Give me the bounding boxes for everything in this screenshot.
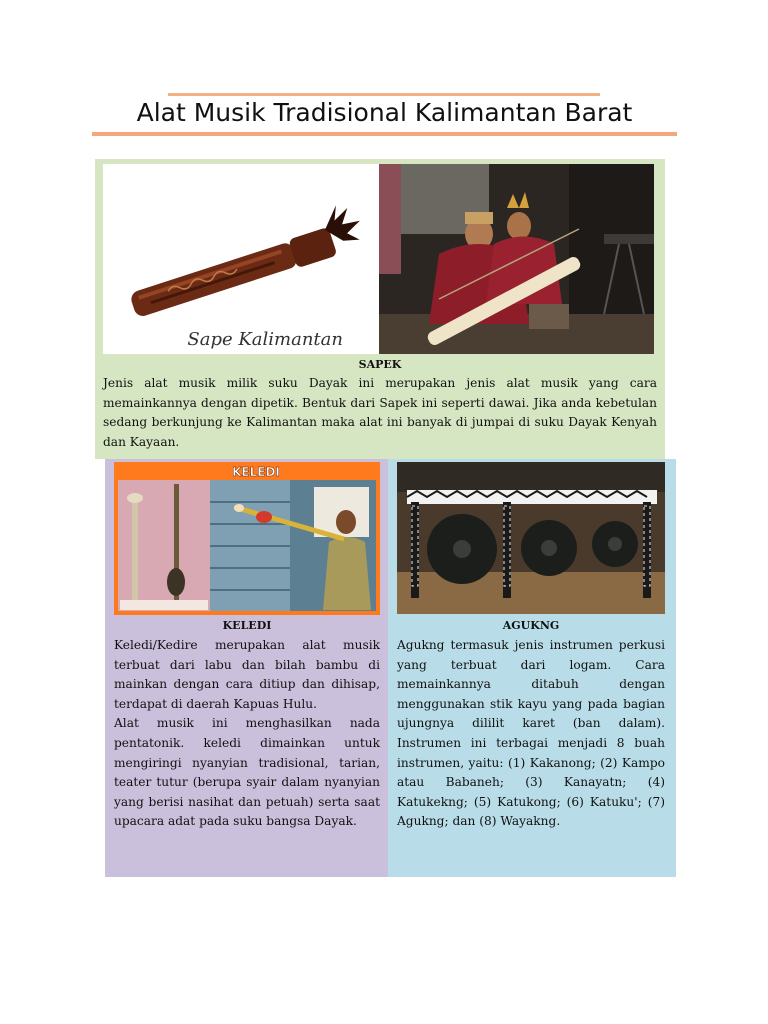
keledi-body xyxy=(114,636,380,832)
sapek-instrument-image xyxy=(103,164,379,354)
keledi-image-label: KELEDI xyxy=(232,465,280,479)
keledi-heading: KELEDI xyxy=(222,619,272,632)
keledi-image xyxy=(114,462,380,615)
agukng-paragraph: Agukng termasuk jenis instrumen perkusi yang terbuat dari logam. Cara memainkannya ditabuh dengan menggunakan stik kayu yang pada bagian ujungnya dililit karet (ban dalam). Instrumen ini terbagai menjadi 8 buah instrumen, yaitu: (1) Kakanong; (2) Kampo atau Babaneh; (3) Kanayatn; (4) Katukekng; (5) Katukong; (6) Katuku'; (7) Agukng; dan (8) Wayakng. xyxy=(397,638,665,829)
title-rule-bottom xyxy=(92,132,677,136)
sapek-heading: SAPEK xyxy=(358,358,402,371)
sapek-paragraph: Jenis alat musik milik suku Dayak ini merupakan jenis alat musik yang cara memainkannya dengan dipetik. Bentuk dari Sapek ini seperti dawai. Jika anda kebetulan sedang berkunjung ke Kalimantan maka alat ini banyak di jumpai di suku Dayak Kenyah dan Kayaan. xyxy=(103,376,657,449)
agukng-heading: AGUKNG xyxy=(502,619,560,632)
sapek-image-caption: Sape Kalimantan xyxy=(187,329,343,350)
page-title: Alat Musik Tradisional Kalimantan Barat xyxy=(136,98,633,127)
sapek-player-photo xyxy=(379,164,654,354)
keledi-paragraph-2: Alat musik ini menghasilkan nada pentatonik. keledi dimainkan untuk mengiringi nyanyian tradisional, tarian, teater tutur (berupa syair dalam nyanyian yang berisi nasihat dan petuah) serta saat upacara adat pada suku bangsa Dayak. xyxy=(114,716,380,829)
keledi-paragraph-1: Keledi/Kedire merupakan alat musik terbuat dari labu dan bilah bambu di mainkan dengan cara ditiup dan dihisap, terdapat di daerah Kapuas Hulu. xyxy=(114,638,380,711)
agukng-image xyxy=(397,462,665,614)
